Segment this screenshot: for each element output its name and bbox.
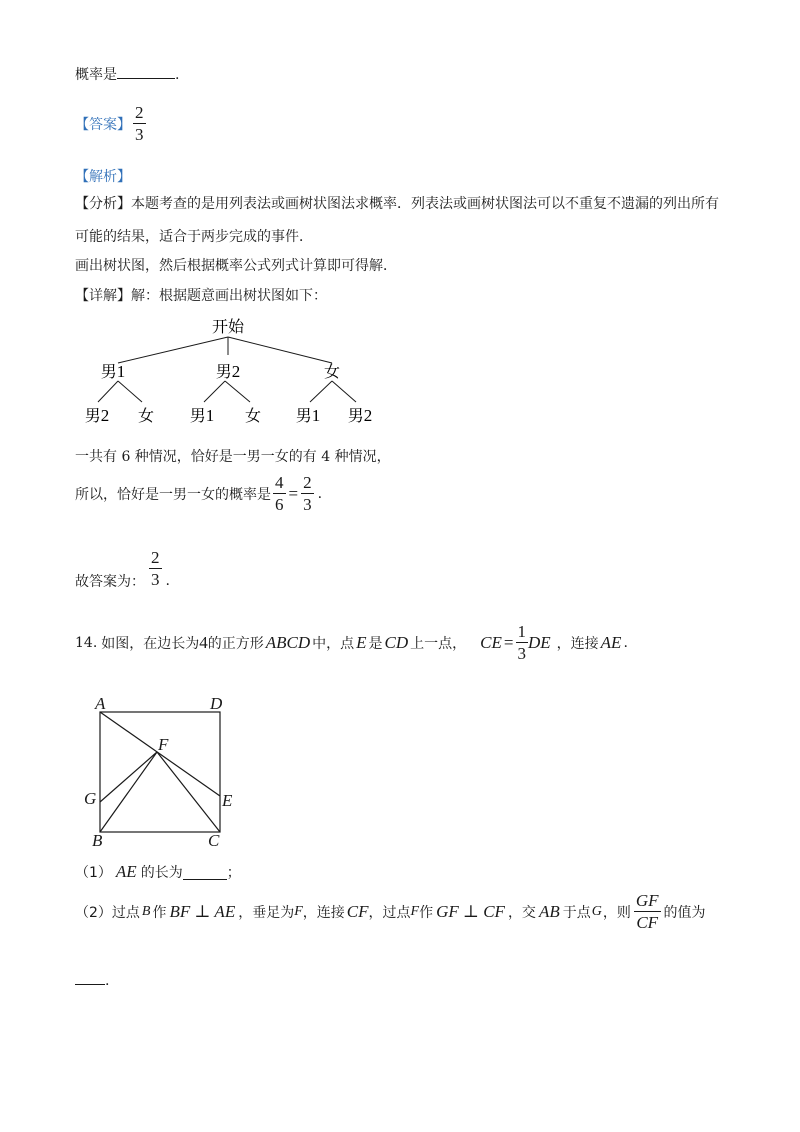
perpendicular-relation: GF ⊥ CF [436, 901, 505, 921]
part-text: ，则 [602, 904, 631, 921]
segment-gf [100, 752, 157, 802]
tree-branch-1a [98, 381, 118, 402]
part-text: 作 [152, 904, 167, 921]
tree-node-2-4: 女 [244, 406, 262, 425]
answer-row [75, 104, 146, 143]
probability-fraction-1 [273, 474, 286, 513]
part-2-answer-line [75, 970, 109, 989]
analysis-line-1: 【分析】本题考查的是用列表法或画树状图法求概率．列表法或画树状图法可以不重复不遗漏的列出所有 [75, 196, 719, 212]
question-14-stem [75, 623, 628, 662]
tree-node-1-3: 女 [323, 362, 341, 381]
part-1 [75, 862, 241, 882]
segment-label: CD [384, 632, 409, 652]
solution-line-3 [75, 545, 170, 591]
perpendicular-relation: BF ⊥ AE [169, 901, 236, 921]
answer-blank [117, 64, 175, 79]
period: . [175, 67, 180, 83]
tree-branch-left [118, 337, 228, 363]
semicolon: ； [226, 865, 241, 881]
segment-cf [157, 752, 220, 832]
point-label: E [356, 632, 367, 652]
condition-rhs: DE [528, 632, 551, 652]
point-d-label: D [210, 694, 223, 713]
point-b-label: B [92, 831, 103, 850]
part-text: ，过点 [368, 904, 411, 921]
question-number: 14. [75, 634, 98, 651]
segment-label: AE [600, 632, 622, 652]
part-2 [75, 892, 706, 931]
probability-fraction-2 [301, 474, 314, 513]
tree-diagram [80, 315, 400, 425]
analysis-tag: 【解析】 [75, 169, 131, 185]
ratio-fraction [634, 892, 661, 931]
part-text: 作 [419, 904, 434, 921]
analysis-line-3: 画出树状图，然后根据概率公式列式计算即可得解． [75, 258, 397, 274]
point-label: F [410, 903, 420, 919]
question-tail [75, 64, 179, 84]
stem-text: 上一点， [410, 635, 467, 652]
solution-line-2-text: 所以，恰好是一男一女的概率是 [75, 486, 271, 503]
point-e-label: E [222, 791, 233, 810]
tree-node-2-3: 男1 [189, 406, 215, 425]
answer-denominator: 3 [135, 125, 144, 144]
tree-branch-3b [332, 381, 356, 402]
solution-line-2 [75, 474, 322, 513]
denominator: 3 [151, 569, 160, 589]
question-prompt: 概率是 [75, 67, 117, 83]
segment-label: AE [115, 862, 137, 881]
denominator: CF [636, 913, 659, 932]
stem-text: 是 [368, 635, 383, 652]
solution-line-3-text: 故答案为： [75, 574, 145, 590]
point-label: F [294, 903, 303, 919]
point-a-label: A [95, 694, 106, 713]
condition-lhs: CE [480, 632, 502, 652]
stem-text: 如图，在边长为 [101, 635, 200, 652]
period: . [317, 485, 323, 502]
tree-branch-right [228, 337, 332, 363]
tree-node-2-5: 男1 [295, 406, 321, 425]
square-abcd [100, 712, 220, 832]
part-label: （2）过点 [75, 904, 140, 921]
answer-tag: 【答案】 [75, 116, 131, 133]
part-text: ，连接 [302, 904, 345, 921]
analysis-line-2: 可能的结果，适合于两步完成的事件． [75, 229, 313, 245]
numerator: 4 [275, 473, 284, 492]
period: . [105, 973, 110, 989]
analysis-line-4: 【详解】解：根据题意画出树状图如下： [75, 288, 327, 304]
answer-blank [183, 865, 227, 880]
tree-branch-3a [310, 381, 332, 402]
point-g-label: G [84, 789, 97, 808]
side-length: 4 [199, 632, 208, 652]
point-label: B [141, 903, 151, 919]
numerator: 2 [303, 473, 312, 492]
tree-root: 开始 [211, 317, 245, 336]
denominator: 3 [303, 495, 312, 514]
solution-line-1: 一共有 6 种情况，恰好是一男一女的有 4 种情况， [75, 449, 391, 465]
answer-numerator: 2 [135, 103, 144, 122]
tree-branch-2a [204, 381, 225, 402]
part-text: 的长为 [140, 865, 183, 881]
final-answer-fraction [149, 549, 162, 588]
condition-fraction [516, 623, 529, 662]
answer-blank [75, 970, 105, 985]
segment-label: AB [538, 901, 560, 921]
tree-node-2-2: 女 [137, 406, 155, 425]
period: . [165, 573, 170, 589]
period: . [623, 634, 628, 651]
tree-node-2-1: 男2 [84, 406, 110, 425]
geometry-figure [80, 690, 250, 850]
answer-fraction [133, 104, 146, 143]
denominator: 6 [275, 495, 284, 514]
numerator: 2 [151, 547, 160, 567]
stem-text: 中，点 [312, 635, 355, 652]
equals-sign: = [288, 483, 299, 503]
stem-text: 的正方形 [207, 635, 264, 652]
equals-sign: = [503, 632, 514, 652]
part-text: ，交 [507, 904, 536, 921]
point-c-label: C [208, 831, 220, 850]
point-f-label: F [158, 735, 169, 754]
part-label: （1） [75, 865, 112, 881]
numerator: GF [635, 891, 659, 910]
tree-branch-1b [118, 381, 142, 402]
stem-text: ，连接 [556, 635, 599, 652]
segment-label: CF [346, 901, 369, 921]
tree-branch-2b [225, 381, 250, 402]
tree-node-1-2: 男2 [215, 362, 241, 381]
point-label: G [591, 903, 602, 919]
part-text: 的值为 [663, 904, 706, 921]
part-text: ，垂足为 [238, 904, 295, 921]
segment-ae [100, 712, 220, 796]
square-name: ABCD [265, 632, 311, 652]
tree-node-2-6: 男2 [347, 406, 373, 425]
tree-node-1-1: 男1 [100, 362, 126, 381]
segment-bf [100, 752, 157, 832]
denominator: 3 [517, 644, 526, 663]
part-text: 于点 [562, 904, 591, 921]
numerator: 1 [517, 622, 526, 641]
